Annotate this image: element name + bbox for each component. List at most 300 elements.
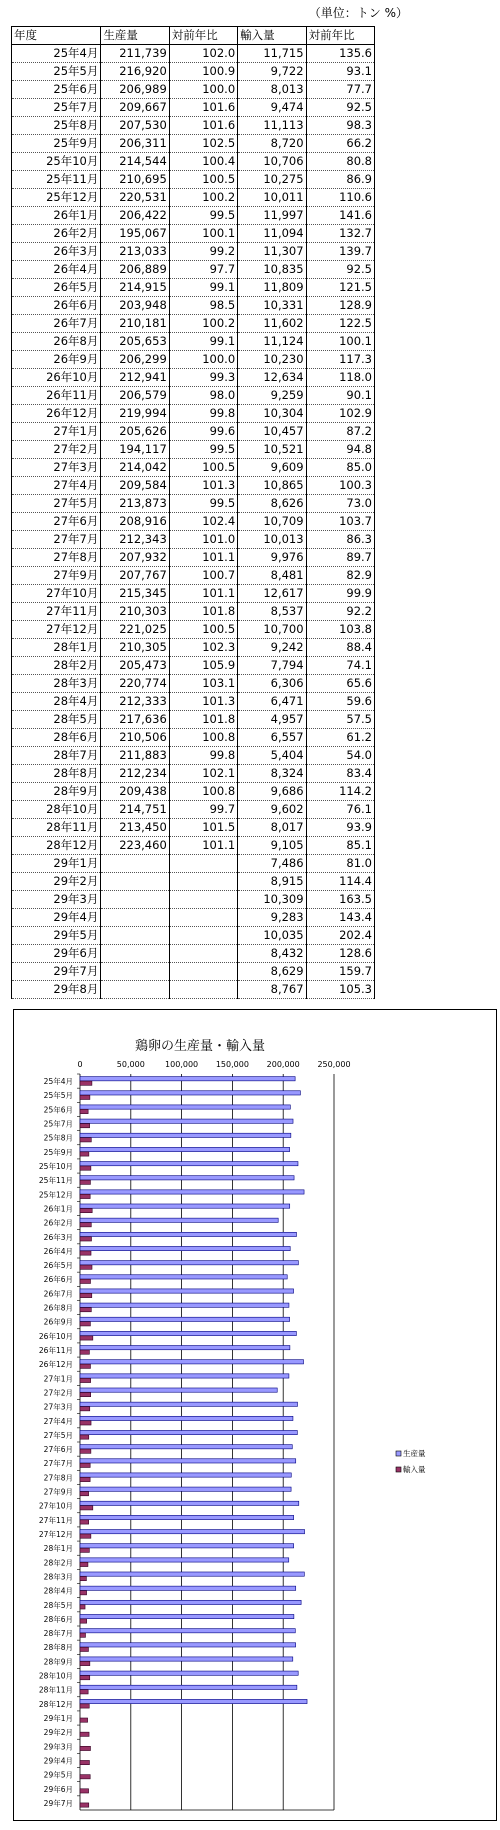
chart-title: 鶏卵の生産量・輸入量 [134,1039,266,1054]
cell-period: 28年2月 [12,657,101,675]
table-row [12,369,375,387]
cell-production-yoy: 100.5 [169,621,237,639]
cell-production: 211,739 [101,45,169,63]
cell-period: 26年12月 [12,405,101,423]
cell-period: 28年8月 [12,765,101,783]
cell-production-yoy: 102.4 [169,513,237,531]
cell-production-yoy: 100.7 [169,567,237,585]
y-category-label: 29年6月 [43,1784,73,1794]
cell-period: 27年2月 [12,441,101,459]
bar-imports [80,1661,90,1665]
bar-production [80,1388,277,1392]
cell-period: 25年10月 [12,153,101,171]
cell-imports-yoy: 85.1 [306,837,374,855]
cell-imports: 10,011 [238,189,306,207]
table-header-row [12,27,375,45]
table-row [12,207,375,225]
header-production: 生産量 [101,27,169,45]
cell-period: 26年3月 [12,243,101,261]
cell-period: 26年11月 [12,387,101,405]
bar-production [80,1445,292,1449]
cell-production: 203,948 [101,297,169,315]
cell-imports-yoy: 59.6 [306,693,374,711]
y-category-label: 27年1月 [43,1374,73,1384]
y-category-label: 27年12月 [38,1530,73,1539]
y-category-label: 28年2月 [43,1558,73,1568]
cell-production-yoy: 98.5 [169,297,237,315]
cell-period: 26年10月 [12,369,101,387]
bar-production [80,1133,291,1137]
bar-imports [80,1477,90,1481]
cell-imports: 9,259 [238,387,306,405]
cell-imports-yoy: 88.4 [306,639,374,657]
cell-production [101,963,169,981]
cell-production: 210,695 [101,171,169,189]
cell-production-yoy: 99.5 [169,207,237,225]
cell-imports: 7,486 [238,855,306,873]
cell-imports: 7,794 [238,657,306,675]
cell-imports-yoy: 99.9 [306,585,374,603]
cell-production: 223,460 [101,837,169,855]
data-table [11,26,375,999]
y-category-label: 29年7月 [43,1798,73,1808]
table-row [12,63,375,81]
cell-imports: 11,307 [238,243,306,261]
cell-production-yoy: 99.3 [169,369,237,387]
cell-imports-yoy: 105.3 [306,981,374,999]
bar-imports [80,1208,92,1212]
cell-period: 29年8月 [12,981,101,999]
bar-production [80,1430,297,1434]
bar-imports [80,1138,91,1142]
table-row [12,495,375,513]
bar-imports [80,1576,86,1580]
cell-imports: 10,457 [238,423,306,441]
cell-production-yoy: 100.5 [169,459,237,477]
cell-production: 195,067 [101,225,169,243]
table-row [12,837,375,855]
table-row [12,729,375,747]
bar-production [80,1077,295,1081]
cell-production: 214,544 [101,153,169,171]
cell-period: 28年1月 [12,639,101,657]
cell-period: 25年11月 [12,171,101,189]
cell-production-yoy: 99.1 [169,279,237,297]
legend-label: 生産量 [403,1449,426,1458]
bar-imports [80,1308,91,1312]
bar-imports [80,1251,91,1255]
cell-imports-yoy: 54.0 [306,747,374,765]
cell-period: 28年9月 [12,783,101,801]
legend-swatch [396,1467,401,1472]
cell-production-yoy: 99.8 [169,405,237,423]
cell-production-yoy: 102.3 [169,639,237,657]
table-row [12,477,375,495]
cell-imports: 10,013 [238,531,306,549]
cell-imports-yoy: 93.1 [306,63,374,81]
y-category-label: 25年11月 [38,1176,73,1186]
cell-production: 208,916 [101,513,169,531]
y-category-label: 28年3月 [43,1572,73,1582]
cell-period: 27年1月 [12,423,101,441]
bar-imports [80,1435,89,1439]
y-category-label: 25年7月 [43,1119,73,1129]
cell-imports-yoy: 74.1 [306,657,374,675]
cell-production-yoy: 101.3 [169,693,237,711]
cell-imports: 8,324 [238,765,306,783]
bar-production [80,1162,298,1166]
cell-imports-yoy: 100.1 [306,333,374,351]
table-row [12,279,375,297]
cell-imports-yoy: 141.6 [306,207,374,225]
y-category-label: 29年1月 [43,1714,73,1723]
y-category-label: 26年1月 [43,1204,73,1214]
bar-production [80,1402,297,1406]
cell-imports-yoy: 61.2 [306,729,374,747]
cell-production-yoy: 100.4 [169,153,237,171]
cell-imports-yoy: 121.5 [306,279,374,297]
cell-production-yoy [169,873,237,891]
cell-production [101,945,169,963]
cell-production: 216,920 [101,63,169,81]
cell-production: 207,767 [101,567,169,585]
bar-imports [80,1803,89,1807]
cell-imports-yoy: 65.6 [306,675,374,693]
y-category-label: 28年6月 [43,1614,73,1624]
bar-production [80,1360,304,1364]
bar-imports [80,1676,90,1680]
cell-period: 28年6月 [12,729,101,747]
bar-production [80,1091,300,1095]
bar-imports [80,1180,90,1184]
cell-imports: 10,331 [238,297,306,315]
table-row [12,855,375,873]
cell-period: 27年10月 [12,585,101,603]
cell-imports-yoy: 92.5 [306,261,374,279]
bar-production [80,1473,291,1477]
bar-production [80,1346,290,1350]
cell-period: 27年12月 [12,621,101,639]
cell-imports-yoy: 66.2 [306,135,374,153]
table-row [12,351,375,369]
cell-production: 207,530 [101,117,169,135]
cell-production: 210,305 [101,639,169,657]
cell-period: 26年4月 [12,261,101,279]
table-row [12,909,375,927]
cell-imports: 10,865 [238,477,306,495]
cell-production-yoy: 101.3 [169,477,237,495]
cell-period: 25年5月 [12,63,101,81]
cell-imports: 10,304 [238,405,306,423]
cell-period: 29年1月 [12,855,101,873]
cell-production: 205,653 [101,333,169,351]
y-category-label: 29年5月 [43,1770,73,1780]
cell-period: 27年4月 [12,477,101,495]
cell-imports: 11,997 [238,207,306,225]
cell-imports: 6,557 [238,729,306,747]
cell-imports-yoy: 122.5 [306,315,374,333]
y-category-label: 28年5月 [43,1600,73,1610]
bar-imports [80,1265,92,1269]
table-row [12,567,375,585]
y-category-label: 27年11月 [38,1515,73,1525]
cell-imports-yoy: 143.4 [306,909,374,927]
cell-production-yoy: 101.6 [169,99,237,117]
cell-imports-yoy: 159.7 [306,963,374,981]
cell-imports-yoy: 80.8 [306,153,374,171]
cell-period: 28年5月 [12,711,101,729]
cell-period: 28年4月 [12,693,101,711]
bar-imports [80,1378,91,1382]
cell-imports-yoy: 89.7 [306,549,374,567]
y-category-label: 28年9月 [43,1657,73,1667]
table-row [12,405,375,423]
bar-production [80,1487,291,1491]
y-category-label: 27年9月 [43,1487,73,1497]
y-category-label: 28年1月 [43,1544,73,1554]
bar-chart [14,1010,496,1820]
x-tick-label: 250,000 [317,1060,351,1069]
cell-imports: 4,957 [238,711,306,729]
cell-production-yoy: 99.6 [169,423,237,441]
cell-production: 214,751 [101,801,169,819]
table-row [12,693,375,711]
cell-production-yoy: 101.1 [169,585,237,603]
y-category-label: 26年4月 [43,1246,73,1256]
bar-production [80,1685,297,1689]
table-row [12,657,375,675]
table-row [12,99,375,117]
bar-imports [80,1492,89,1496]
table-row [12,891,375,909]
cell-imports-yoy: 163.5 [306,891,374,909]
cell-production-yoy: 100.8 [169,729,237,747]
table-row [12,459,375,477]
cell-production: 214,042 [101,459,169,477]
cell-production [101,891,169,909]
cell-production: 205,473 [101,657,169,675]
cell-imports: 9,105 [238,837,306,855]
cell-production: 209,667 [101,99,169,117]
cell-imports-yoy: 81.0 [306,855,374,873]
cell-production: 206,299 [101,351,169,369]
table-row [12,171,375,189]
bar-imports [80,1336,93,1340]
cell-imports: 8,767 [238,981,306,999]
table-row [12,243,375,261]
cell-imports: 5,404 [238,747,306,765]
cell-production-yoy: 101.1 [169,837,237,855]
cell-production: 212,234 [101,765,169,783]
cell-period: 25年12月 [12,189,101,207]
cell-imports: 8,915 [238,873,306,891]
table-row [12,441,375,459]
bar-production [80,1204,290,1208]
y-category-label: 28年11月 [38,1685,73,1695]
y-category-label: 26年6月 [43,1275,73,1285]
cell-imports-yoy: 100.3 [306,477,374,495]
cell-production-yoy: 105.9 [169,657,237,675]
bar-imports [80,1081,92,1085]
cell-period: 28年7月 [12,747,101,765]
cell-production: 209,438 [101,783,169,801]
cell-imports-yoy: 114.4 [306,873,374,891]
cell-production: 213,033 [101,243,169,261]
table-row [12,963,375,981]
cell-imports-yoy: 87.2 [306,423,374,441]
bar-production [80,1190,304,1194]
cell-production-yoy: 99.5 [169,441,237,459]
cell-production: 219,994 [101,405,169,423]
cell-production [101,909,169,927]
x-tick-label: 200,000 [266,1060,300,1069]
x-tick-label: 100,000 [165,1060,199,1069]
table-row [12,801,375,819]
cell-production: 206,422 [101,207,169,225]
table-row [12,531,375,549]
table-row [12,603,375,621]
x-tick-label: 150,000 [215,1060,249,1069]
cell-imports-yoy: 102.9 [306,405,374,423]
cell-production-yoy: 101.0 [169,531,237,549]
y-category-label: 25年10月 [38,1162,73,1171]
cell-period: 26年8月 [12,333,101,351]
cell-imports: 11,809 [238,279,306,297]
cell-imports-yoy: 139.7 [306,243,374,261]
bar-imports [80,1520,89,1524]
bar-imports [80,1647,88,1651]
bar-production [80,1105,290,1109]
cell-period: 27年9月 [12,567,101,585]
x-tick-label: 0 [77,1060,83,1069]
cell-imports: 12,617 [238,585,306,603]
bar-production [80,1572,304,1576]
cell-production [101,981,169,999]
cell-production: 205,626 [101,423,169,441]
table-row [12,261,375,279]
table-row [12,333,375,351]
cell-imports: 10,835 [238,261,306,279]
bar-production [80,1643,296,1647]
cell-production-yoy: 101.5 [169,819,237,837]
cell-imports: 6,471 [238,693,306,711]
cell-imports-yoy: 86.9 [306,171,374,189]
bar-imports [80,1548,89,1552]
cell-period: 25年6月 [12,81,101,99]
bar-imports [80,1463,90,1467]
cell-production: 220,531 [101,189,169,207]
y-category-label: 28年10月 [38,1671,73,1681]
bar-imports [80,1690,88,1694]
cell-period: 25年9月 [12,135,101,153]
cell-imports-yoy: 77.7 [306,81,374,99]
table-row [12,621,375,639]
table-row [12,819,375,837]
cell-imports: 11,094 [238,225,306,243]
bar-production [80,1374,289,1378]
cell-imports-yoy: 92.2 [306,603,374,621]
table-row [12,783,375,801]
bar-imports [80,1449,91,1453]
bar-production [80,1544,294,1548]
header-imports: 輸入量 [238,27,306,45]
cell-imports: 11,113 [238,117,306,135]
cell-production: 206,889 [101,261,169,279]
y-category-label: 29年4月 [43,1756,73,1766]
cell-period: 27年7月 [12,531,101,549]
y-category-label: 27年5月 [43,1430,73,1440]
cell-imports-yoy: 82.9 [306,567,374,585]
cell-imports-yoy: 103.7 [306,513,374,531]
cell-imports-yoy: 85.0 [306,459,374,477]
bar-imports [80,1293,92,1297]
y-category-label: 27年4月 [43,1416,73,1426]
cell-production: 212,343 [101,531,169,549]
cell-production: 212,941 [101,369,169,387]
cell-period: 26年7月 [12,315,101,333]
cell-imports-yoy: 135.6 [306,45,374,63]
cell-imports: 10,706 [238,153,306,171]
y-category-label: 27年8月 [43,1473,73,1483]
cell-period: 26年1月 [12,207,101,225]
bar-production [80,1261,298,1265]
table-row [12,225,375,243]
bar-production [80,1629,295,1633]
bar-imports [80,1704,89,1708]
cell-production-yoy: 99.7 [169,801,237,819]
cell-production-yoy: 101.8 [169,711,237,729]
bar-imports [80,1633,85,1637]
cell-production [101,873,169,891]
cell-imports: 10,309 [238,891,306,909]
cell-production-yoy: 102.5 [169,135,237,153]
bar-imports [80,1194,90,1198]
unit-note: （単位：トン %） [308,6,408,20]
cell-imports-yoy: 128.9 [306,297,374,315]
cell-imports-yoy: 83.4 [306,765,374,783]
cell-imports: 8,017 [238,819,306,837]
cell-period: 26年9月 [12,351,101,369]
y-category-label: 28年8月 [43,1643,73,1653]
cell-imports: 10,035 [238,927,306,945]
cell-imports: 10,275 [238,171,306,189]
cell-imports: 9,976 [238,549,306,567]
y-category-label: 26年9月 [43,1317,73,1327]
y-category-label: 28年12月 [38,1699,73,1709]
bar-imports [80,1152,89,1156]
cell-production-yoy: 100.1 [169,225,237,243]
cell-imports-yoy: 76.1 [306,801,374,819]
bar-production [80,1586,296,1590]
table-row [12,315,375,333]
bar-imports [80,1407,90,1411]
cell-production-yoy: 97.7 [169,261,237,279]
bar-imports [80,1350,89,1354]
bar-production [80,1147,290,1151]
cell-imports-yoy: 128.6 [306,945,374,963]
cell-production: 194,117 [101,441,169,459]
table-row [12,135,375,153]
cell-imports: 12,634 [238,369,306,387]
cell-production-yoy [169,945,237,963]
cell-period: 29年4月 [12,909,101,927]
cell-period: 29年7月 [12,963,101,981]
table-row [12,387,375,405]
cell-imports: 11,124 [238,333,306,351]
bar-production [80,1218,278,1222]
cell-imports-yoy: 98.3 [306,117,374,135]
bar-production [80,1699,307,1703]
